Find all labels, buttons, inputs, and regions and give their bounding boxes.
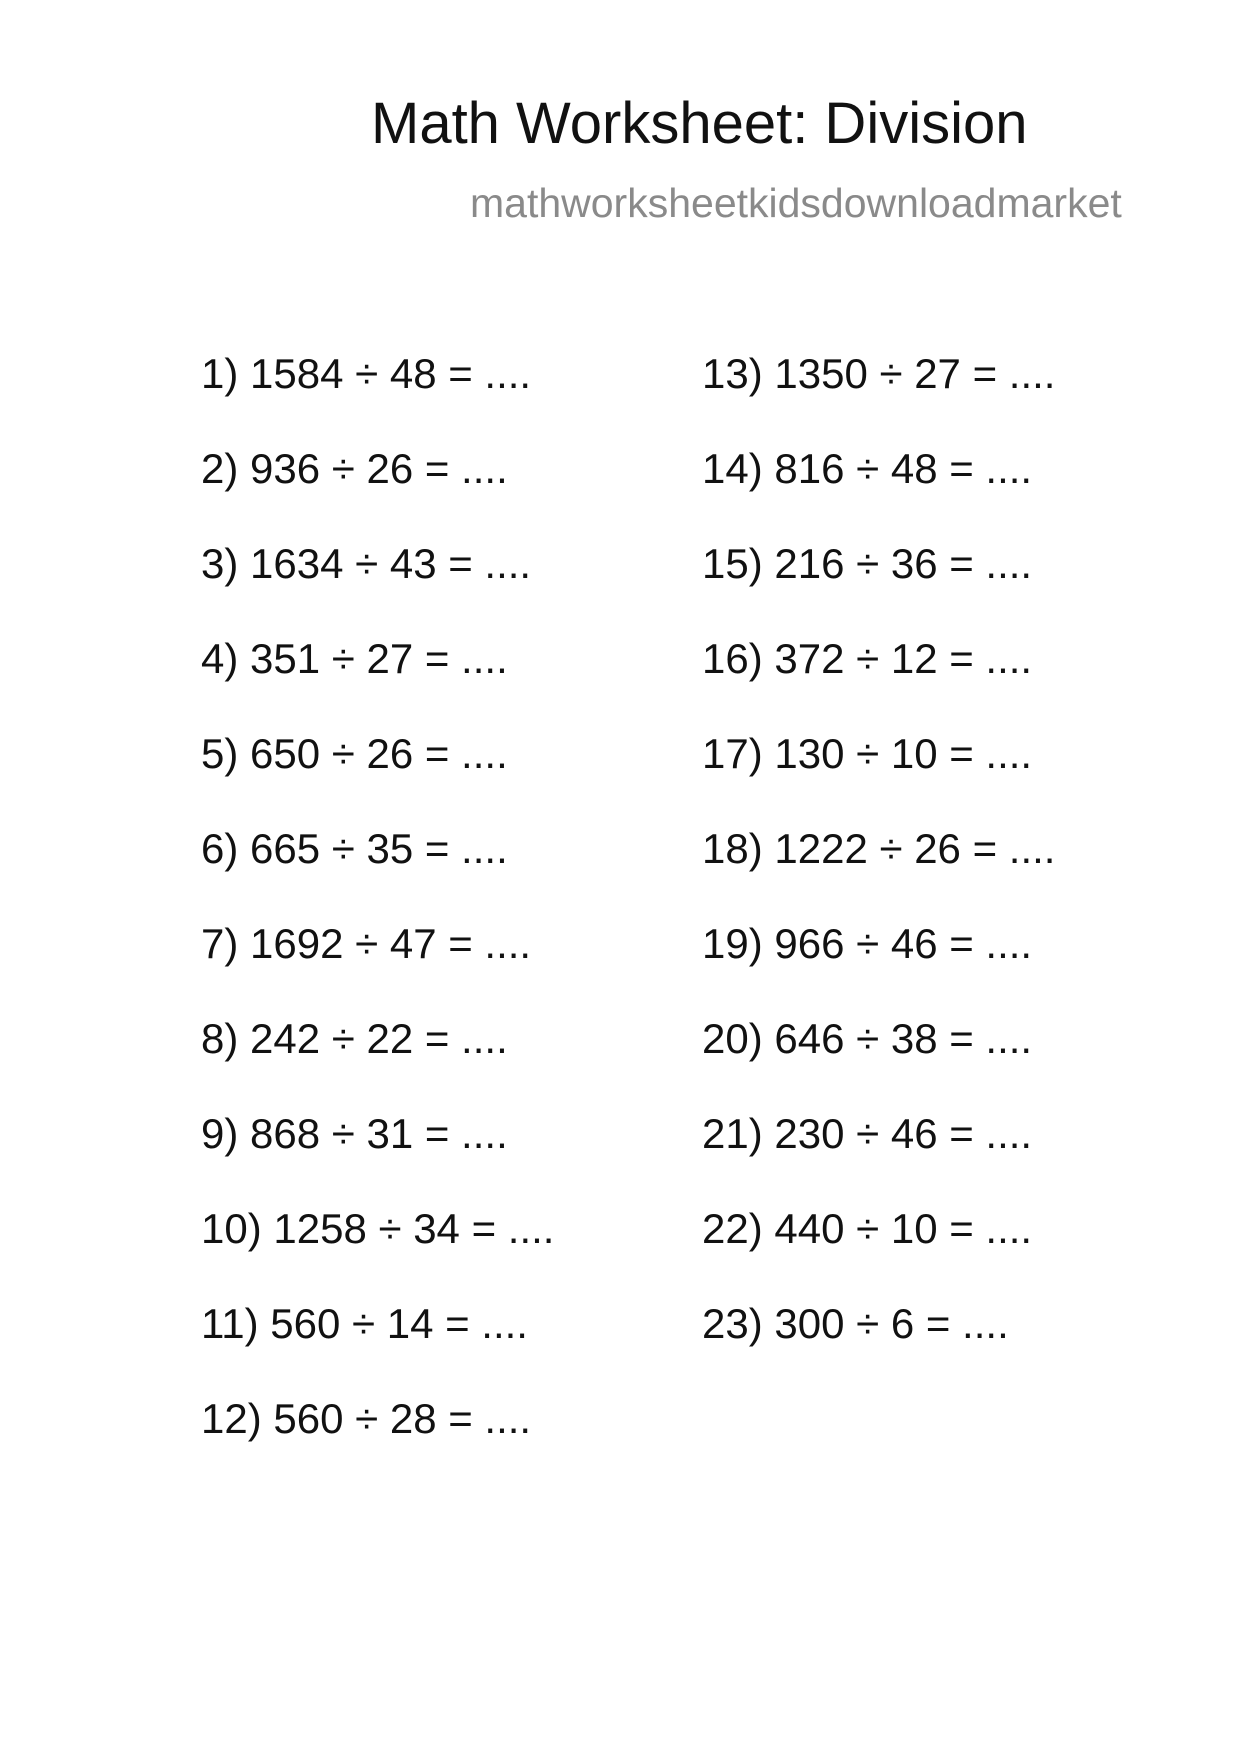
problem-item: 23) 300 ÷ 6 = .... xyxy=(702,1300,1009,1347)
problem-item: 18) 1222 ÷ 26 = .... xyxy=(702,825,1056,872)
problem-item: 21) 230 ÷ 46 = .... xyxy=(702,1110,1033,1157)
problem-item: 2) 936 ÷ 26 = .... xyxy=(201,445,508,492)
problem-item: 7) 1692 ÷ 47 = .... xyxy=(201,920,532,967)
problem-list-right xyxy=(702,350,1055,1395)
problem-item: 11) 560 ÷ 14 = .... xyxy=(201,1300,528,1347)
problem-item: 1) 1584 ÷ 48 = .... xyxy=(201,350,532,397)
problem-item: 22) 440 ÷ 10 = .... xyxy=(702,1205,1033,1252)
problem-item: 9) 868 ÷ 31 = .... xyxy=(201,1110,508,1157)
problem-item: 14) 816 ÷ 48 = .... xyxy=(702,445,1033,492)
problem-item: 12) 560 ÷ 28 = .... xyxy=(201,1395,532,1442)
problem-item: 19) 966 ÷ 46 = .... xyxy=(702,920,1033,967)
problem-item: 17) 130 ÷ 10 = .... xyxy=(702,730,1033,777)
problem-item: 6) 665 ÷ 35 = .... xyxy=(201,825,508,872)
problem-item: 16) 372 ÷ 12 = .... xyxy=(702,635,1033,682)
problem-list-left xyxy=(201,350,554,1490)
problem-item: 10) 1258 ÷ 34 = .... xyxy=(201,1205,555,1252)
worksheet-title: Math Worksheet: Division xyxy=(371,91,1028,156)
problem-item: 13) 1350 ÷ 27 = .... xyxy=(702,350,1056,397)
problem-item: 8) 242 ÷ 22 = .... xyxy=(201,1015,508,1062)
problem-item: 15) 216 ÷ 36 = .... xyxy=(702,540,1033,587)
problem-item: 5) 650 ÷ 26 = .... xyxy=(201,730,508,777)
worksheet-source: mathworksheetkidsdownloadmarket xyxy=(470,180,1122,226)
problem-item: 20) 646 ÷ 38 = .... xyxy=(702,1015,1033,1062)
problem-item: 4) 351 ÷ 27 = .... xyxy=(201,635,508,682)
problem-item: 3) 1634 ÷ 43 = .... xyxy=(201,540,532,587)
